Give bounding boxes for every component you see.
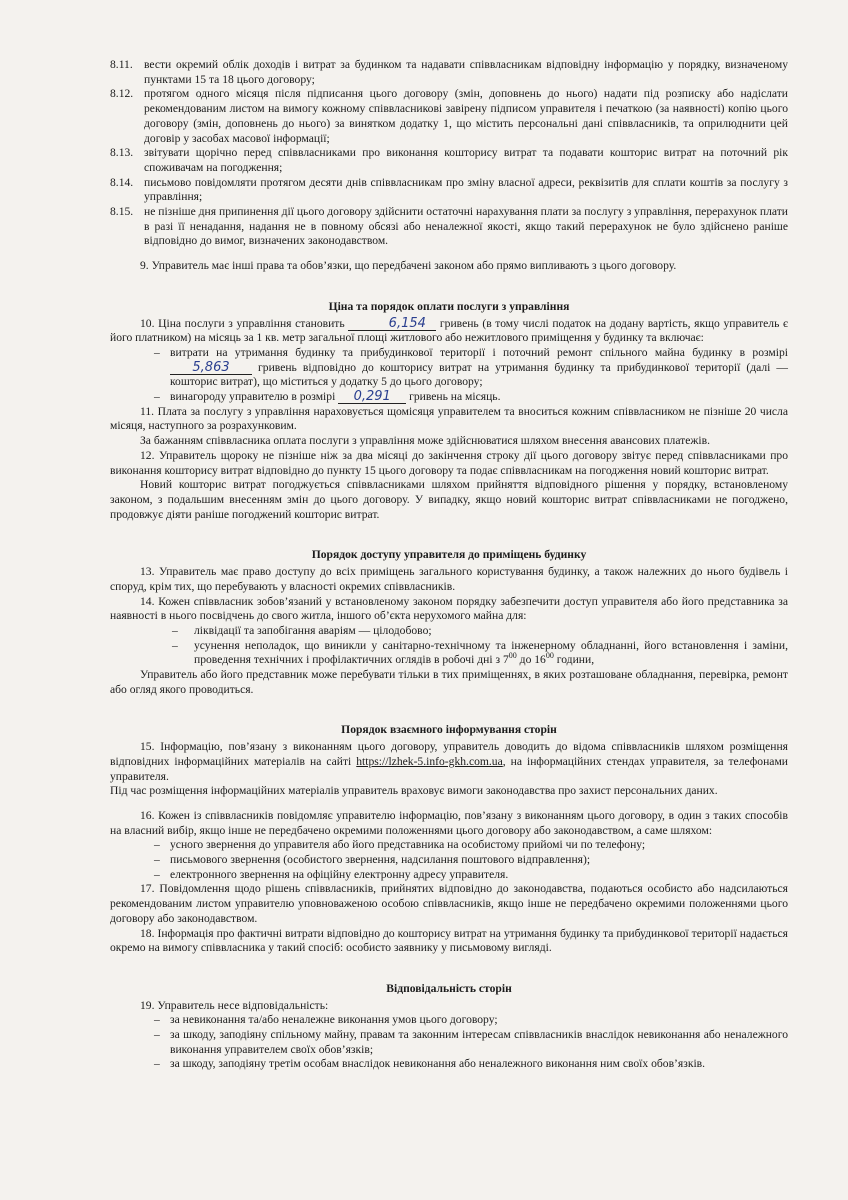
clause-text: протягом одного місяця після підписання цього договору (змін, доповнень до нього) надати під розписку або надіслати рекомендованим листом на вимогу кожному співвласникові завірену підписом управителя і печаткою (за наявності) копію цього договору (змін, доповнень до нього) за винятком додатку 1, що містить персональні дані співвласників, та оприлюднити цей договір у засобах масової інформації; bbox=[144, 87, 788, 145]
responsibility-contract: – за невиконання та/або неналежне виконання умов цього договору; bbox=[110, 1013, 788, 1028]
repairs-text-c: години, bbox=[553, 653, 595, 667]
clause-14: 14. Кожен співвласник зобов’язаний у встановленому законом порядку забезпечити доступ управителя або його представника за наявності в нього посвідчень до свого житла, іншого об’єкта нерухомого майна для: bbox=[110, 594, 788, 623]
spacer bbox=[110, 697, 788, 723]
clause-15-text-b: , на інформаційних стендах управителя, за телефонами управителя. bbox=[110, 754, 788, 783]
price-component-maintenance bbox=[110, 346, 788, 390]
method-oral: – усного звернення до управителя або його представника на особистому прийомі чи по телефону; bbox=[110, 838, 788, 853]
clause-number: 8.11. bbox=[110, 58, 133, 71]
reward-text-a: винагороду управителю в розмірі bbox=[170, 390, 336, 404]
clause-11: 11. Плата за послугу з управління нараховується щомісяця управителем та вноситься кожним співвласником не пізніше 20 числа місяця, наступного за розрахунковим. bbox=[110, 404, 788, 433]
clause-number: 8.15. bbox=[110, 205, 134, 219]
spacer bbox=[110, 274, 788, 300]
price-component-reward bbox=[110, 390, 788, 405]
website-link[interactable]: https://lzhek-5.info-gkh.com.ua bbox=[356, 754, 503, 768]
clause-11-advance: За бажанням співвласника оплата послуги з управління може здійснюватися шляхом внесення авансових платежів. bbox=[140, 434, 710, 448]
responsibility-third-parties: – за шкоду, заподіяну третім особам внаслідок невиконання або неналежного виконання ним своїх обов’язків. bbox=[110, 1057, 788, 1072]
repairs-text-b: до 16 bbox=[516, 653, 546, 667]
clause-13: 13. Управитель має право доступу до всіх приміщень загального користування будинку, а також належних до нього будівель і споруд, крім тих, що перебувають у власності окремих співвласників. bbox=[110, 565, 788, 593]
spacer bbox=[110, 956, 788, 982]
maintenance-text-a: витрати на утримання будинку та прибудинкової території і поточний ремонт спільного майна будинку в розмірі bbox=[170, 345, 788, 359]
clause-text: вести окремий облік доходів і витрат за будинком та надавати співвласникам відповідну інформацію у порядку, визначеному пунктами 15 та 18 цього договору; bbox=[144, 58, 788, 86]
access-reason-accidents: – ліквідації та запобігання аваріям — цілодобово; bbox=[110, 624, 788, 639]
responsibility-property: – за шкоду, заподіяну спільному майну, правам та законним інтересам співвласників внаслідок невиконання або неналежного виконання управителем своїх обов’язків; bbox=[110, 1028, 788, 1057]
clause-text: не пізніше дня припинення дії цього договору здійснити остаточні нарахування плати за послугу з управління, перерахунок плати в разі її ненадання, надання не в повному обсязі або неналежної якості, якщо такий перерахунок не було здійснено раніше відповідно до вимог, визначених законодавством. bbox=[144, 205, 789, 248]
clause-8-11 bbox=[110, 58, 788, 87]
clause-8-12 bbox=[110, 87, 788, 146]
clause-18: 18. Інформація про фактичні витрати відповідно до кошторису витрат на утримання будинку та прибудинкової території надається окремо на вимогу співвласника у такий спосіб: особисто заявнику у письмовому вигляді. bbox=[110, 926, 788, 955]
clause-12-new-estimate: Новий кошторис витрат погоджується співвласниками шляхом прийняття відповідного рішення у порядку, встановленому законом, з подальшим внесенням змін до цього договору. У випадку, якщо новий кошторис витрат співвласниками не погоджено, продовжує діяти раніше погоджений кошторис витрат. bbox=[110, 478, 788, 521]
repairs-text-a: усунення неполадок, що виникли у санітарно-технічному та інженерному обладнанні, його встановлення і заміни, проведення технічних і профілактичних оглядів в робочі дні з 7 bbox=[194, 638, 788, 667]
clause-12: 12. Управитель щороку не пізніше ніж за два місяці до закінчення строку дії цього договору звітує перед співвласниками про виконання кошторису витрат відповідно до пункту 15 цього договору та подає співвласникам на погодження новий кошторис витрат. bbox=[110, 448, 788, 477]
maintenance-text-b: гривень відповідно до кошторису витрат на утримання будинку та прибудинкової території (далі — кошторис витрат), що міститься у додатку 5 до цього договору; bbox=[170, 360, 788, 389]
section-heading-price: Ціна та порядок оплати послуги з управління bbox=[328, 299, 570, 313]
section-heading-access: Порядок доступу управителя до приміщень будинку bbox=[311, 548, 587, 562]
reward-text-b: гривень на місяць. bbox=[409, 390, 501, 404]
clause-number: 8.12. bbox=[110, 87, 134, 101]
time-sup-start: 00 bbox=[508, 651, 517, 661]
access-reason-repairs bbox=[110, 639, 788, 668]
clause-17: 17. Повідомлення щодо рішень співвласників, прийнятих відповідно до законодавства, подаються особисто або надсилаються рекомендованим листом управителю уповноваженою особою співвласників, якщо інше не передбачено окремими положеннями цього договору або законодавством. bbox=[110, 882, 788, 925]
clause-14-premises: Управитель або його представник може перебувати тільки в тих приміщеннях, в яких розташоване обладнання, перевірка, ремонт або огляд якого проводиться. bbox=[110, 668, 788, 696]
clause-15-text-a: 15. Інформацію, пов’язану з виконанням цього договору, управитель доводить до відома співвласників шляхом розміщення відповідних інформаційних матеріалів на сайті bbox=[110, 740, 788, 768]
clause-10 bbox=[110, 317, 788, 346]
spacer bbox=[110, 249, 788, 259]
section-heading-info: Порядок взаємного інформування сторін bbox=[341, 723, 557, 737]
maintenance-handwritten-value: 5,863 bbox=[170, 361, 252, 375]
clause-8-14 bbox=[110, 176, 788, 205]
clause-10-text-a: 10. Ціна послуги з управління становить bbox=[140, 316, 345, 330]
method-electronic: – електронного звернення на офіційну електронну адресу управителя. bbox=[110, 868, 788, 883]
clause-19: 19. Управитель несе відповідальність: bbox=[140, 998, 329, 1012]
clause-10-text-b: гривень (в тому числі податок на додану вартість, якщо управитель є його платником) на місяць за 1 кв. метр загальної площі житлового або нежитлового приміщення у будинку та включає: bbox=[110, 316, 788, 345]
clause-8-15 bbox=[110, 205, 788, 249]
time-sup-end: 00 bbox=[545, 651, 554, 661]
method-written: – письмового звернення (особистого звернення, надсилання поштового відправлення); bbox=[110, 853, 788, 868]
clause-9: 9. Управитель має інші права та обов’язки, що передбачені законом або прямо випливають з цього договору. bbox=[140, 259, 677, 273]
reward-handwritten-value: 0,291 bbox=[338, 390, 406, 404]
spacer bbox=[110, 799, 788, 809]
clause-16: 16. Кожен із співвласників повідомляє управителю інформацію, пов’язану з виконанням цього договору, в один з таких способів на власний вибір, якщо інше не передбачено окремими положеннями цього договору або законодавством, а саме шляхом: bbox=[110, 808, 788, 837]
spacer bbox=[110, 522, 788, 548]
clause-15 bbox=[110, 740, 788, 784]
section-heading-responsibility: Відповідальність сторін bbox=[386, 981, 512, 995]
price-handwritten-value: 6,154 bbox=[348, 317, 436, 331]
clause-text: звітувати щорічно перед співвласниками про виконання кошторису витрат та подавати кошторис витрат на поточний рік споживачам на погодження; bbox=[144, 146, 788, 174]
clause-number: 8.14. bbox=[110, 175, 134, 189]
clause-number: 8.13. bbox=[110, 146, 134, 160]
clause-text: письмово повідомляти протягом десяти днів співвласникам про зміну власної адреси, реквізитів для сплати коштів за послугу з управління; bbox=[144, 175, 788, 204]
clause-8-13 bbox=[110, 146, 788, 175]
clause-15-personal-data: Під час розміщення інформаційних матеріалів управитель враховує вимоги законодавства про захист персональних даних. bbox=[110, 784, 718, 798]
